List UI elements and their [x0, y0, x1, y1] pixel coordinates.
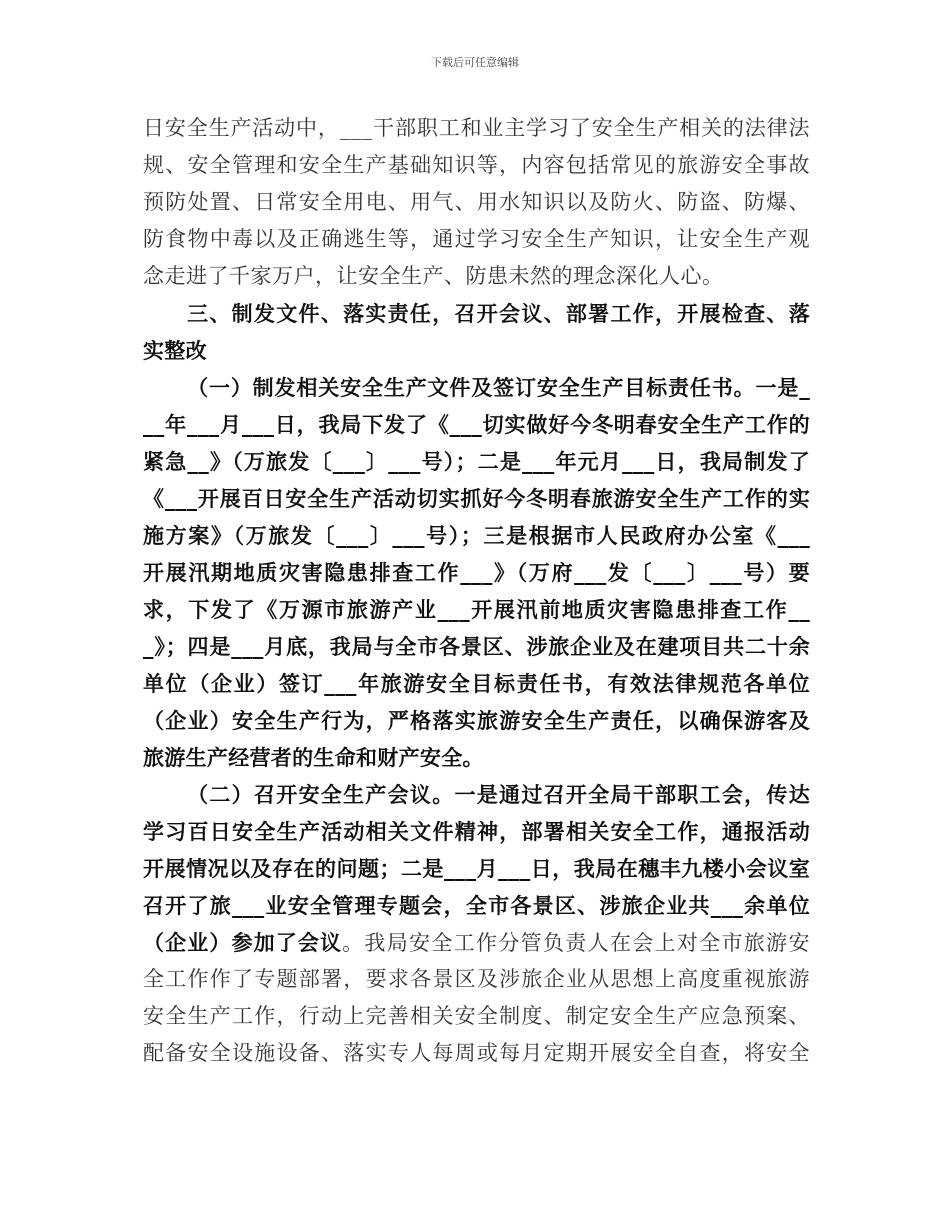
text-line: 开展汛期地质灾害隐患排查工作___》（万府___发〔___〕___号）要 — [143, 560, 810, 585]
page-header: 下载后可任意编辑 — [431, 56, 519, 69]
document-body — [143, 110, 810, 1072]
text-line: （企业）安全生产行为，严格落实旅游安全生产责任，以确保游客及 — [143, 708, 810, 733]
text-line: 开展情况以及存在的问题；二是___月___日，我局在穗丰九楼小会议室 — [143, 856, 810, 881]
text-line: _》；四是___月底，我局与全市各景区、涉旅企业及在建项目共二十余 — [143, 634, 810, 659]
text-line: 全工作作了专题部署，要求各景区及涉旅企业从思想上高度重视旅游 — [143, 967, 810, 991]
text-line: 《___开展百日安全生产活动切实抓好今冬明春旅游安全生产工作的实 — [143, 486, 810, 511]
text-line: 施方案》（万旅发〔___〕___号）；三是根据市人民政府办公室《___ — [143, 523, 810, 548]
text-line: （一）制发相关安全生产文件及签订安全生产目标责任书。一是_ — [187, 375, 810, 400]
text-line: 规、安全管理和安全生产基础知识等，内容包括常见的旅游安全事故 — [143, 153, 810, 177]
text-line: 三、制发文件、落实责任，召开会议、部署工作，开展检查、落 — [187, 301, 810, 326]
text-line: 单位（企业）签订___年旅游安全目标责任书，有效法律规范各单位 — [143, 671, 810, 696]
text-line: 念走进了千家万户，让安全生产、防患未然的理念深化人心。 — [143, 264, 724, 288]
text-line: 预防处置、日常安全用电、用气、用水知识以及防火、防盗、防爆、 — [143, 190, 810, 214]
text-line: 旅游生产经营者的生命和财产安全。 — [143, 745, 484, 770]
text-line: 召开了旅___业安全管理专题会，全市各景区、涉旅企业共___余单位 — [143, 893, 810, 918]
text-line: 配备安全设施设备、落实专人每周或每月定期开展安全自查，将安全 — [143, 1041, 810, 1065]
text-line: 日安全生产活动中，___干部职工和业主学习了安全生产相关的法律法 — [143, 116, 810, 140]
text-line: （企业）参加了会议。我局安全工作分管负责人在会上对全市旅游安 — [143, 930, 810, 955]
text-line: 求，下发了《万源市旅游产业___开展汛前地质灾害隐患排查工作__ — [143, 597, 810, 622]
text-line: （二）召开安全生产会议。一是通过召开全局干部职工会，传达 — [187, 782, 810, 807]
text-line: __年___月___日，我局下发了《___切实做好今冬明春安全生产工作的 — [143, 412, 810, 437]
text-line: 安全生产工作，行动上完善相关安全制度、制定安全生产应急预案、 — [143, 1004, 810, 1028]
text-line: 防食物中毒以及正确逃生等，通过学习安全生产知识，让安全生产观 — [143, 227, 810, 251]
text-line: 紧急__》（万旅发〔___〕___号）；二是___年元月___日，我局制发了 — [143, 449, 810, 474]
text-line: 学习百日安全生产活动相关文件精神，部署相关安全工作，通报活动 — [143, 819, 810, 844]
text-line: 实整改 — [143, 338, 207, 363]
